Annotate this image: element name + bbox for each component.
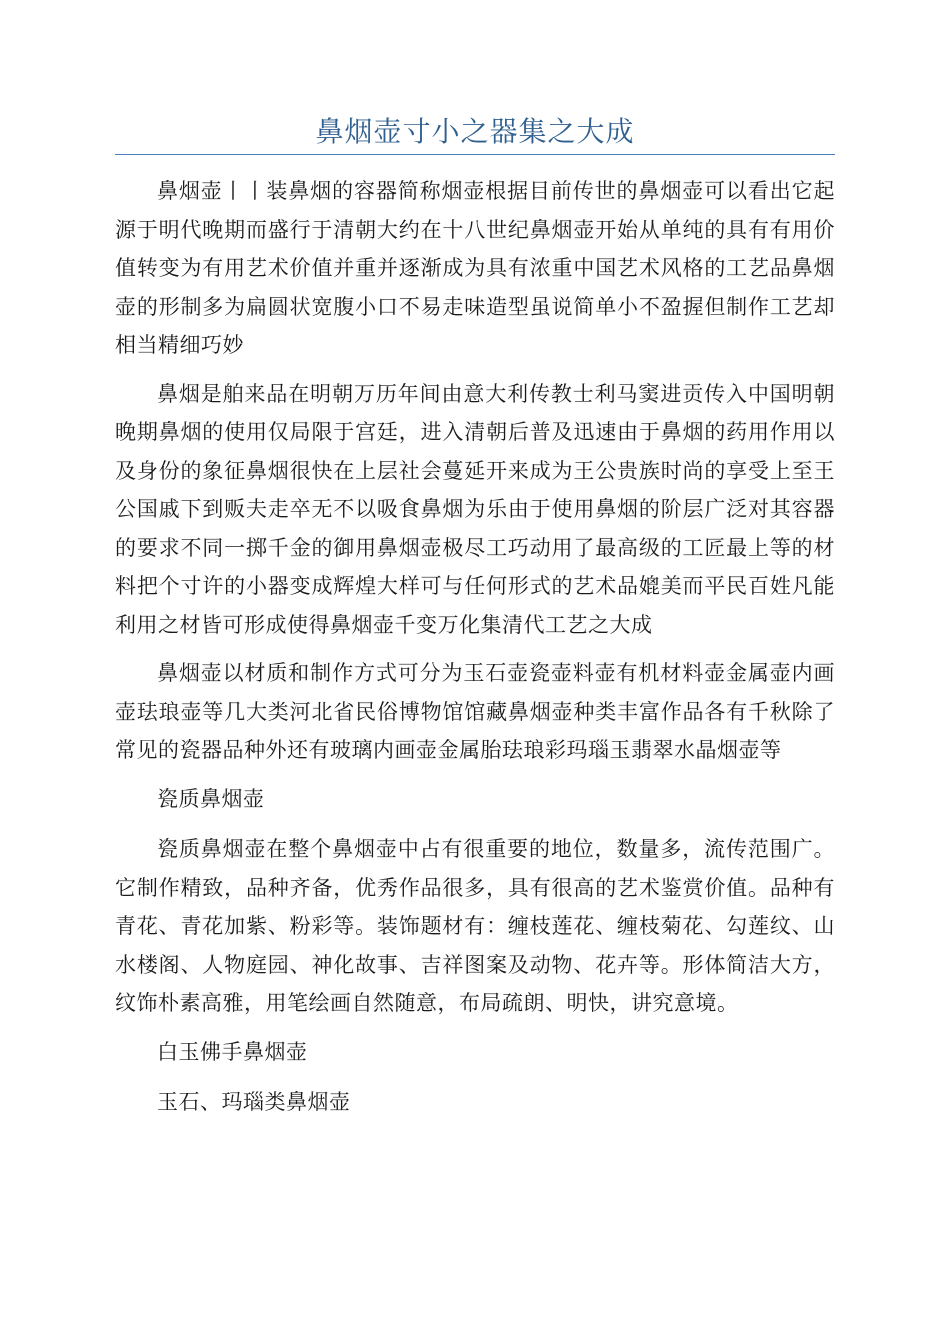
paragraph-origin: 鼻烟壶丨丨装鼻烟的容器简称烟壶根据目前传世的鼻烟壶可以看出它起源于明代晚期而盛行于清朝大约在十八世纪鼻烟壶开始从单纯的具有有用价值转变为有用艺术价值并重并逐渐成为具有浓重中国艺术风格的工艺品鼻烟壶的形制多为扁圆状宽腹小口不易走味造型虽说简单小不盈握但制作工艺却相当精细巧妙 — [115, 179, 835, 357]
paragraph-categories: 鼻烟壶以材质和制作方式可分为玉石壶瓷壶料壶有机材料壶金属壶内画壶珐琅壶等几大类河北省民俗博物馆馆藏鼻烟壶种类丰富作品各有千秋除了常见的瓷器品种外还有玻璃内画壶金属胎珐琅彩玛瑙玉翡翠水晶烟壶等 — [115, 661, 835, 762]
section-heading-porcelain: 瓷质鼻烟壶 — [157, 786, 265, 811]
document-title: 鼻烟壶寸小之器集之大成 — [315, 115, 635, 148]
paragraph-porcelain: 瓷质鼻烟壶在整个鼻烟壶中占有很重要的地位，数量多，流传范围广。它制作精致，品种齐备，优秀作品很多，具有很高的艺术鉴赏价值。品种有青花、青花加紫、粉彩等。装饰题材有：缠枝莲花、缠枝菊花、勾莲纹、山水楼阁、人物庭园、神化故事、吉祥图案及动物、花卉等。形体简洁大方，纹饰朴素高雅，用笔绘画自然随意，布局疏朗、明快，讲究意境。 — [115, 837, 835, 1015]
section-heading-jade-agate: 玉石、玛瑙类鼻烟壶 — [157, 1090, 351, 1114]
paragraph-history: 鼻烟是舶来品在明朝万历年间由意大利传教士利马窦进贡传入中国明朝晚期鼻烟的使用仅局限于宫廷，进入清朝后普及迅速由于鼻烟的药用作用以及身份的象征鼻烟很快在上层社会蔓延开来成为王公贵族时尚的享受上至王公国戚下到贩夫走卒无不以吸食鼻烟为乐由于使用鼻烟的阶层广泛对其容器的要求不同一掷千金的御用鼻烟壶极尽工巧动用了最高级的工匠最上等的材料把个寸许的小器变成辉煌大样可与任何形式的艺术品媲美而平民百姓凡能利用之材皆可形成使得鼻烟壶千变万化集清代工艺之大成 — [115, 381, 835, 637]
document-body — [115, 172, 835, 1134]
title-underline — [115, 154, 835, 155]
section-heading-white-jade: 白玉佛手鼻烟壶 — [157, 1039, 308, 1064]
